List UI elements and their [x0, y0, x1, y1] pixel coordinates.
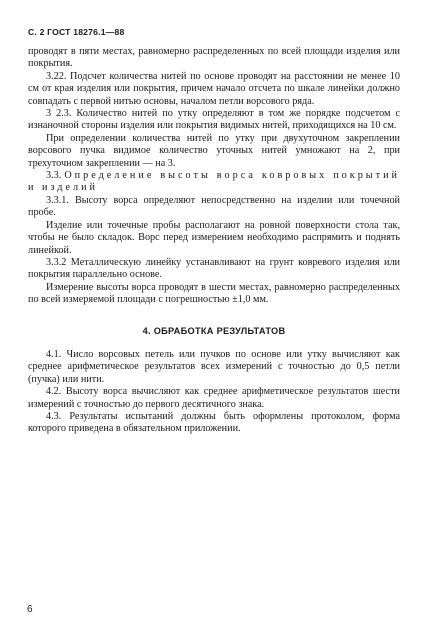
section-3-3-heading — [28, 170, 400, 195]
section-3-3-title: Определение высоты ворса ковровых покрытий и изделий — [28, 170, 401, 194]
paragraph-4-1: 4.1. Число ворсовых петель или пучков по основе или утку вычисляют как среднее арифметическое результатов всех измерений с точностью до 0,5 петли (пучка) или нити. — [28, 348, 400, 385]
paragraph-3-2-2: 3.22. Подсчет количества нитей по основе проводят на расстоянии не менее 10 см от края изделия или покрытия, причем начало отсчета по шкале линейки должно совпадать с первой нитью основы, началом петли ворсового ряда. — [28, 70, 400, 107]
paragraph-continuation: проводят в пяти местах, равномерно распределенных по всей площади изделия или покрытия. — [28, 46, 400, 70]
paragraph-4-3: 4.3. Результаты испытаний должны быть оформлены протоколом, форма которого приведена в обязательном приложении. — [28, 410, 400, 435]
paragraph-3-2-3: 3 2.3. Количество нитей по утку определяют в том же порядке подсчетом с изнаночной стороны изделия или покрытия видимых нитей, приходящихся на 10 см. — [28, 108, 400, 132]
section-4-title: 4. ОБРАБОТКА РЕЗУЛЬТАТОВ — [142, 325, 286, 336]
paragraph-3-3-1: 3.3.1. Высоту ворса определяют непосредственно на изделии или точечной пробе. — [28, 194, 400, 219]
section-spacer — [28, 307, 400, 325]
page-header: С. 2 ГОСТ 18276.1—88 — [28, 27, 125, 37]
paragraph-weft-count: При определении количества нитей по утку при двухуточном закреплении ворсового пучка видимое количество уточных нитей умножают на 2, при трехуточном закреплении — на 3. — [28, 132, 400, 169]
paragraph-measurement: Измерение высоты ворса проводят в шести местах, равномерно распределенных по всей измеряемой площади с погрешностью ±1,0 мм. — [28, 281, 400, 306]
paragraph-sample-placement: Изделие или точечные пробы располагают на ровной поверхности стола так, чтобы не было складок. Ворс перед измерением необходимо распрямить и поднять линейкой. — [28, 219, 400, 256]
page-number: 6 — [27, 604, 33, 615]
document-body — [28, 46, 400, 436]
paragraph-4-2: 4.2. Высоту ворса вычисляют как среднее арифметическое результатов шести измерений с точностью до первого десятичного знака. — [28, 386, 400, 410]
paragraph-3-3-2: 3.3.2 Металлическую линейку устанавливают на грунт ковревого изделия или покрытия параллельно основе. — [28, 256, 400, 281]
section-3-3-number: 3.3. — [46, 170, 62, 182]
